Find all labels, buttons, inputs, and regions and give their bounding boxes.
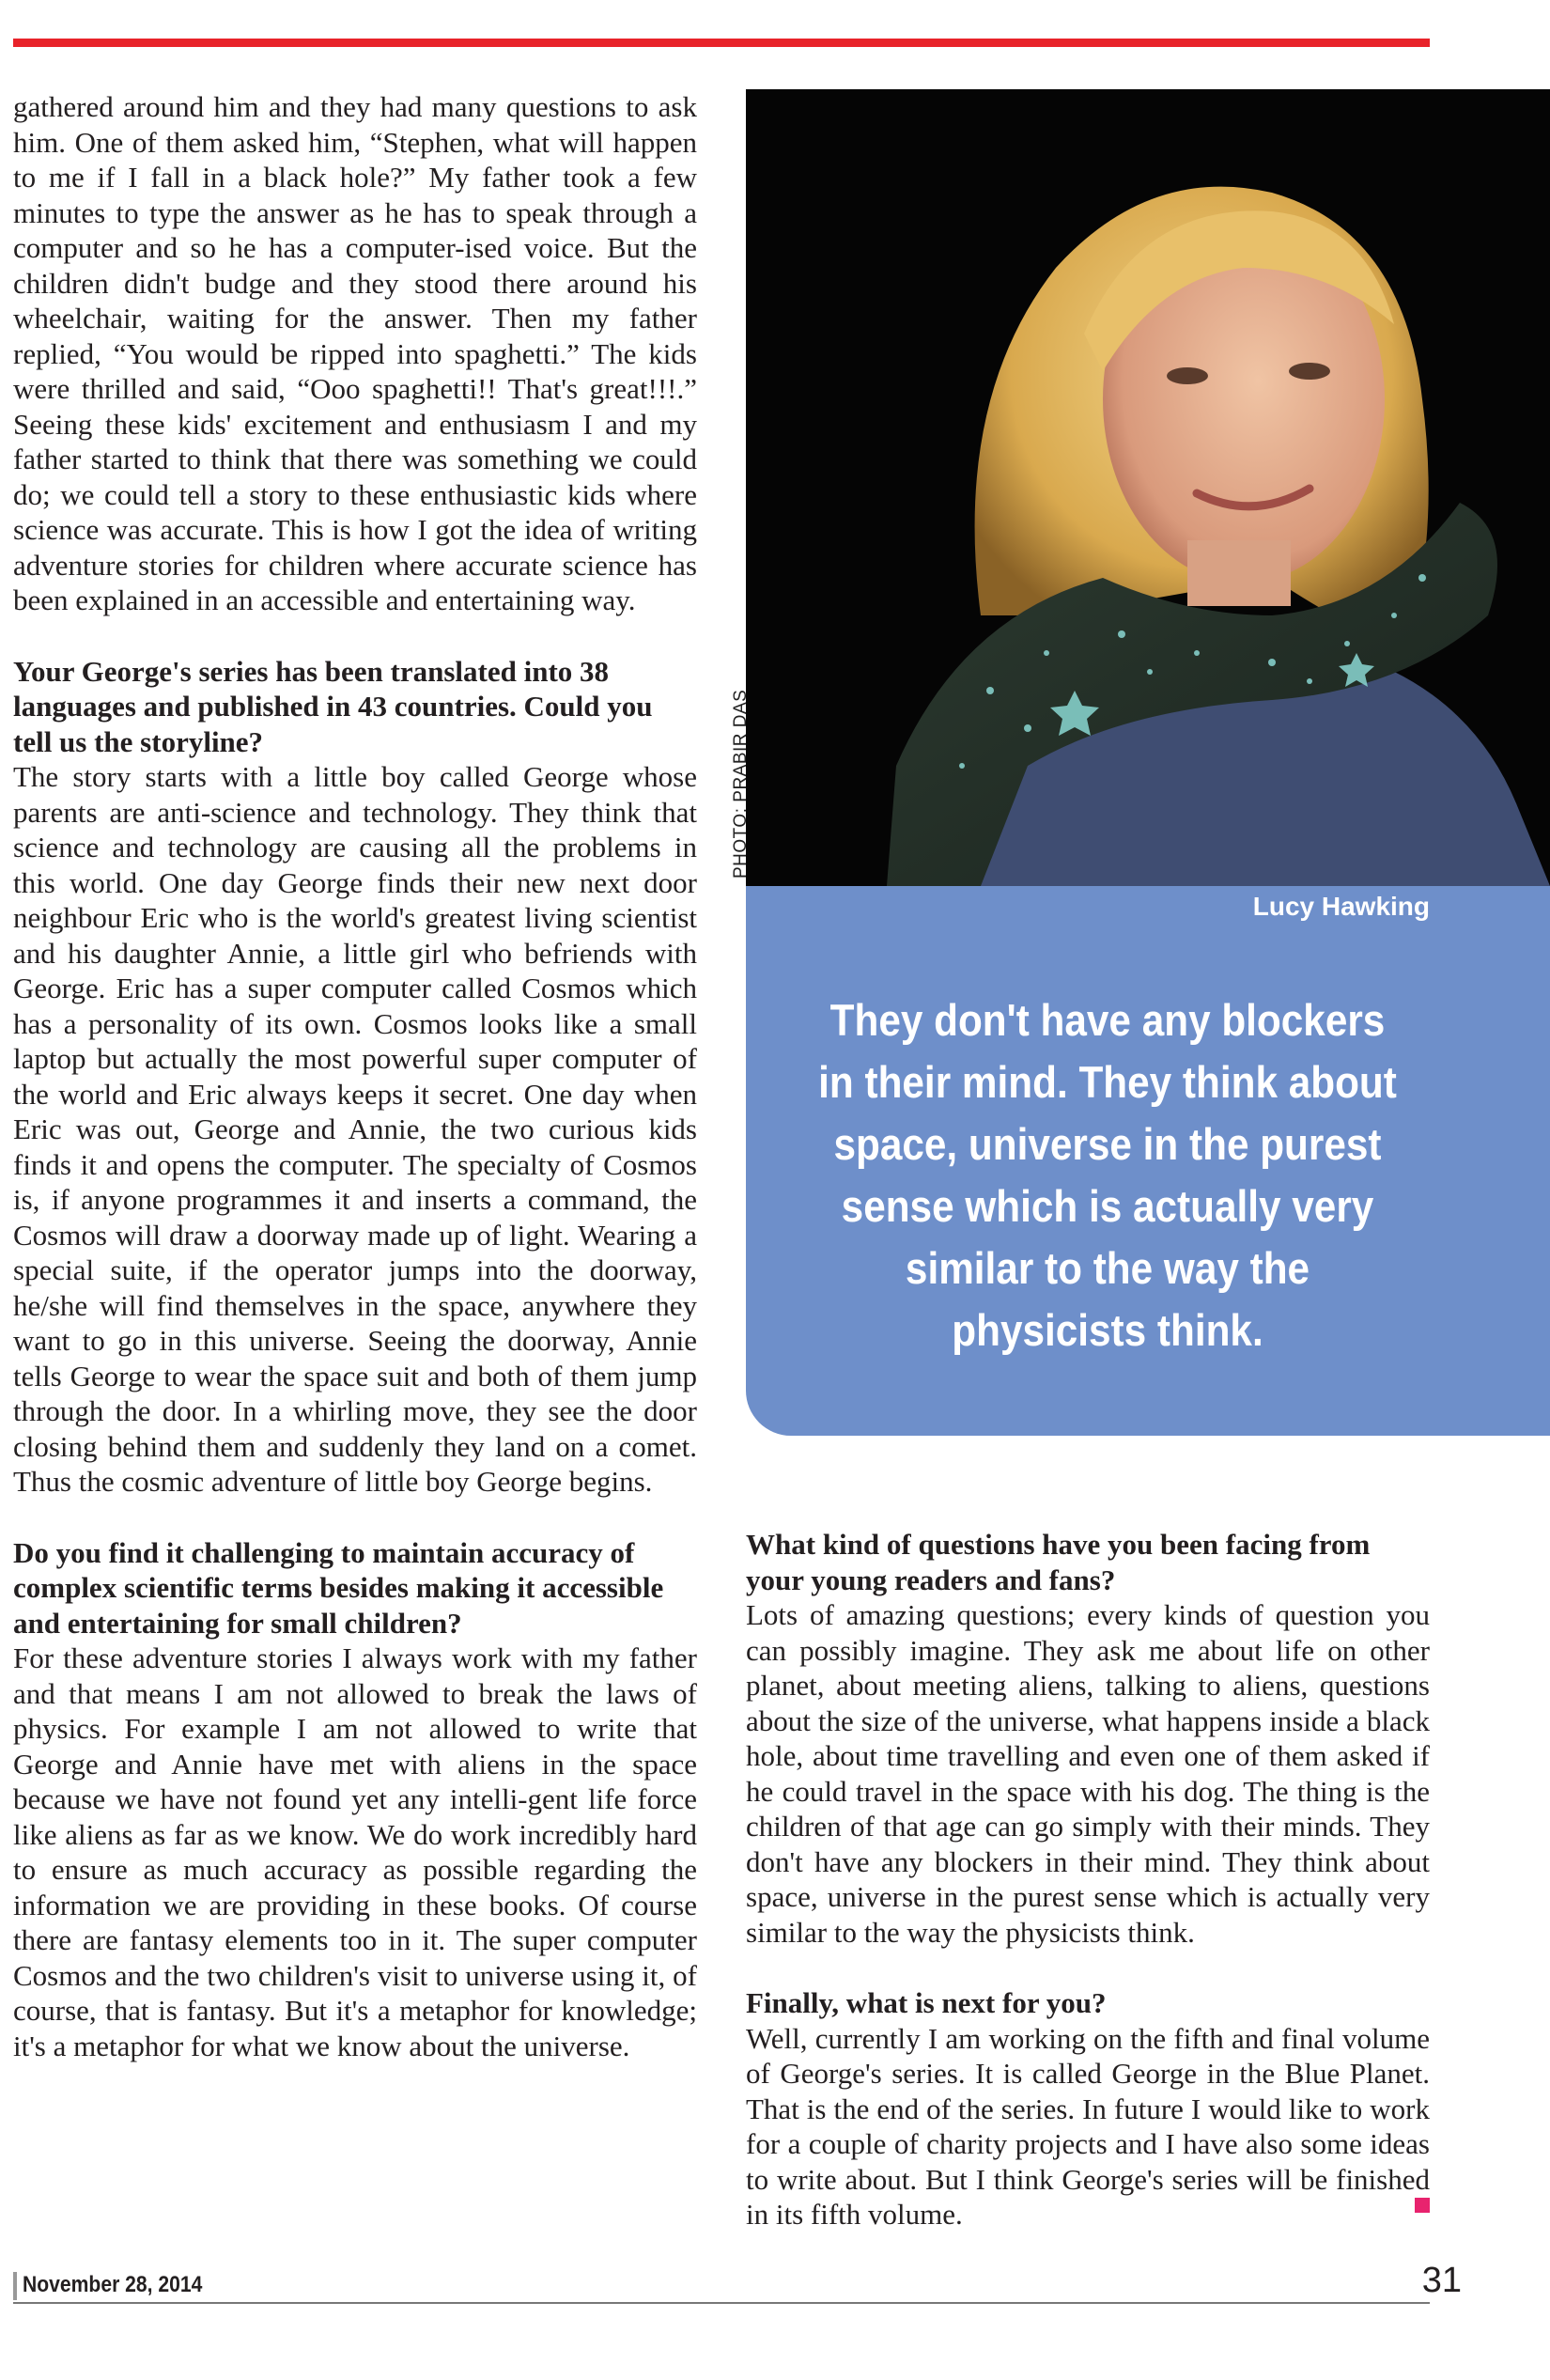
portrait-photo <box>746 89 1550 886</box>
question-next: Finally, what is next for you? <box>746 1986 1107 2019</box>
left-column <box>13 89 697 2063</box>
intro-paragraph: gathered around him and they had many questions to ask him. One of them asked him, “Stephen, what will happen to me if I fall in a black hole?” My father took a few minutes to type the answer as he has to speak through a computer and so he has a computer-ised voice. But the children didn't budge and they stood there around his wheelchair, waiting for the answer. Then my father replied, “You would be ripped into spaghetti.” The kids were thrilled and said, “Ooo spaghetti!! That's great!!!.” Seeing these kids' excitement and enthusiasm I and my father started to think that there was something we could do; we could tell a story to these enthusiastic kids where science was accurate. This is how I got the idea of writing adventure stories for children where accurate science has been explained in an accessible and entertaining way. <box>13 90 697 616</box>
question-readers: What kind of questions have you been facing from your young readers and fans? <box>746 1528 1371 1596</box>
footer-bar-mark <box>13 2272 17 2300</box>
issue-date: November 28, 2014 <box>23 2272 203 2297</box>
answer-next: Well, currently I am working on the fifth and final volume of George's series. It is called George in the Blue Planet. That is the end of the series. In future I would like to work for a couple of charity projects and I have also some ideas to write about. But I think George's series will be finished in its fifth volume. <box>746 2021 1430 2231</box>
top-red-rule <box>13 39 1430 47</box>
question-accuracy: Do you find it challenging to maintain accuracy of complex scientific terms besides making it accessible and entertaining for small children? <box>13 1535 664 1640</box>
photo-caption: Lucy Hawking <box>1252 892 1430 921</box>
answer-storyline: The story starts with a little boy called George whose parents are anti-science and technology. They think that science and technology are causing all the problems in this world. One day George finds their new next door neighbour Eric who is the world's greatest living scientist and his daughter Annie, a little girl who befriends with George. Eric has a super computer called Cosmos which has a personality of its own. Cosmos looks like a small laptop but actually the most powerful super computer of the world and Eric always keeps it secret. One day when Eric was out, George and Annie, the two curious kids finds it and opens the computer. The specialty of Cosmos is, if anyone programmes it and inserts a command, the Cosmos will draw a doorway made up of light. Wearing a special suite, if the operator jumps into the doorway, he/she will find themselves in the space, anywhere they want to go in this universe. Seeing the doorway, Annie tells George to wear the space suit and both of them jump through the door. In a whirling move, they see the door closing behind them and suddenly they land on a comet. Thus the cosmic adventure of little boy George begins. <box>13 760 697 1498</box>
pull-quote-text: They don't have any blockers in their mind. They think about space, universe in the purest sense which is actually very similar to the way the physicists think. <box>818 995 1397 1355</box>
answer-accuracy: For these adventure stories I always work with my father and that means I am not allowed to break the laws of physics. For example I am not allowed to write that George and Annie have met with aliens in the space because we have not found yet any intelli-gent life force like aliens as far as we know. We do work incredibly hard to ensure as much accuracy as possible regarding the information we are providing in these books. Of course there are fantasy elements too in it. The super computer Cosmos and the two children's visit to universe using it, of course, that is fantasy. But it's a metaphor for knowledge; it's a metaphor for what we know about the universe. <box>13 1641 697 2062</box>
question-storyline: Your George's series has been translated into 38 languages and published in 43 countries. Could you tell us the storyline? <box>13 654 653 758</box>
answer-readers: Lots of amazing questions; every kinds of question you can possibly imagine. They ask me about life on other planet, about meeting aliens, talking to aliens, questions about the size of the universe, what happens inside a black hole, about time travelling and even one of them asked if he could travel in the space with his dog. The thing is the children of that age can go simply with their minds. They don't have any blockers in their mind. They think about space, universe in the purest sense which is actually very similar to the way the physicists think. <box>746 1598 1430 1949</box>
photo-credit: PHOTO: PRABIR DAS <box>731 689 751 879</box>
page-number: 31 <box>1421 2261 1462 2300</box>
footer-rule <box>13 2302 1430 2304</box>
right-column <box>746 1527 1430 2232</box>
pull-quote-box <box>746 886 1550 1436</box>
article-end-mark <box>1415 2198 1430 2213</box>
